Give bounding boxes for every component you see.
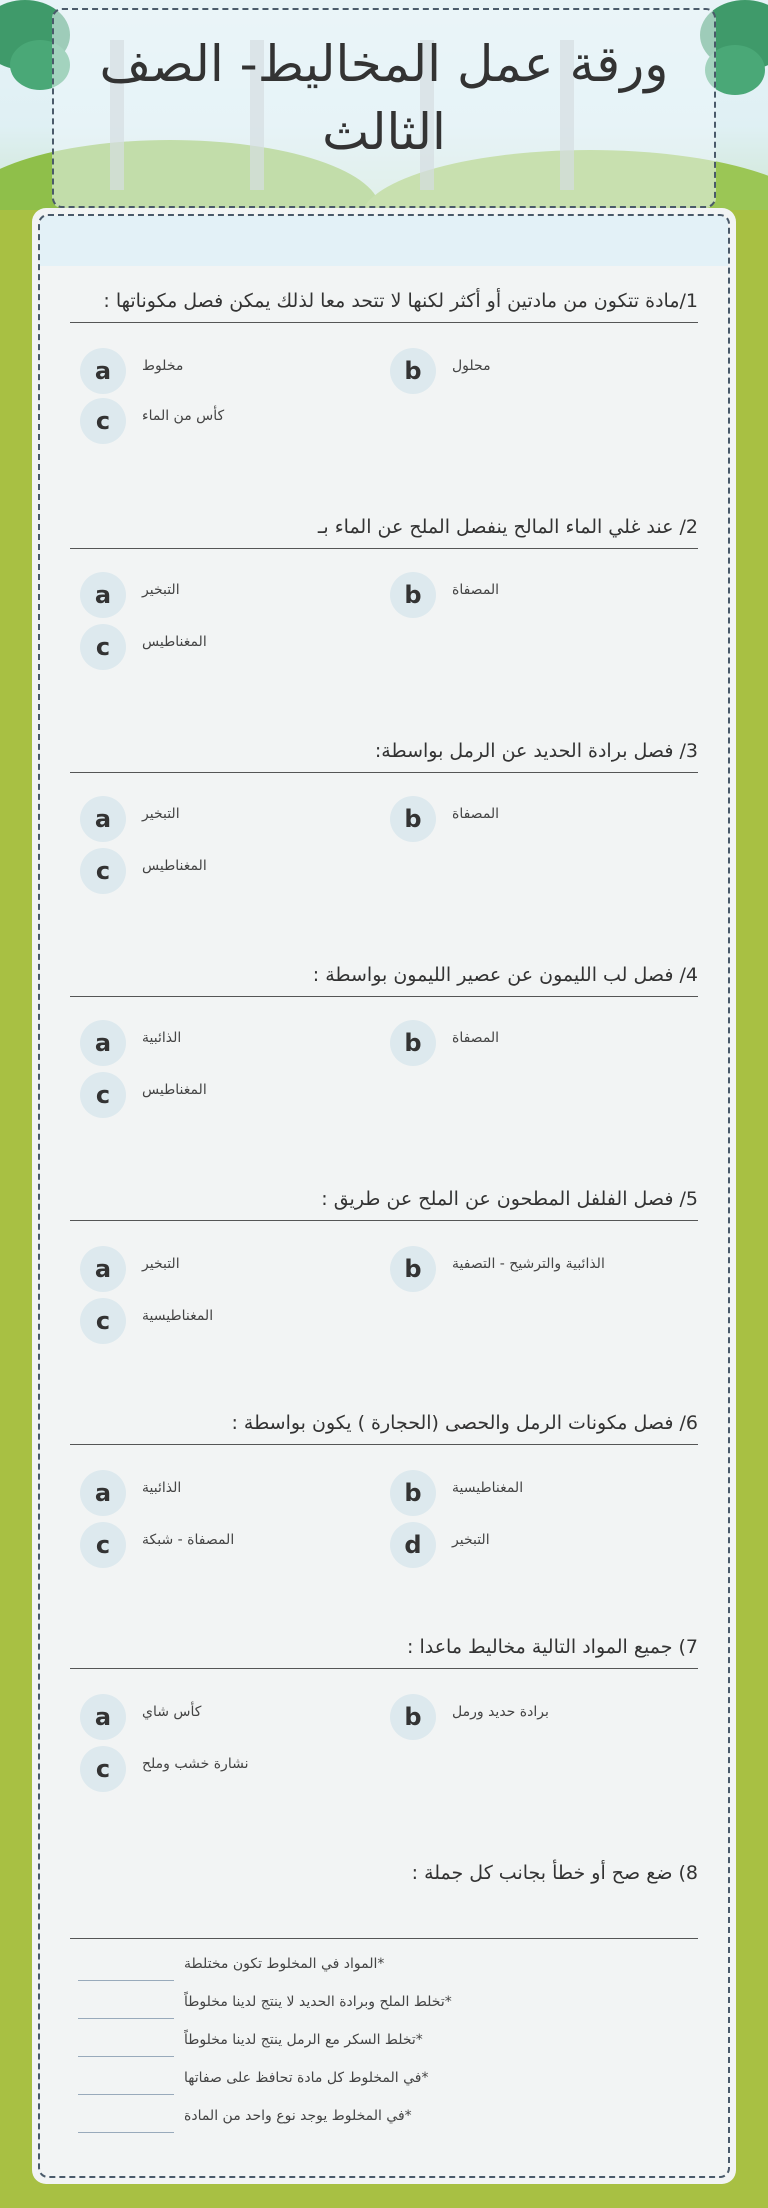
option-label: التبخير (142, 582, 180, 598)
answer-blank[interactable] (78, 2056, 174, 2057)
true-false-item (78, 2064, 698, 2100)
question-text: 7) جميع المواد التالية مخاليط ماعدا : (70, 1636, 698, 1669)
option-label: كأس من الماء (142, 408, 225, 424)
option-letter-badge: d (390, 1522, 436, 1568)
option-letter-badge: a (80, 1470, 126, 1516)
question-2 (70, 516, 698, 549)
statement: *في المخلوط كل مادة تحافظ على صفاتها (184, 2070, 429, 2086)
option-d[interactable] (390, 1522, 690, 1562)
question-1 (70, 290, 698, 323)
question-text: 3/ فصل برادة الحديد عن الرمل بواسطة: (70, 740, 698, 773)
option-a[interactable] (80, 796, 380, 836)
true-false-item (78, 1950, 698, 1986)
question-text: 4/ فصل لب الليمون عن عصير الليمون بواسطة : (70, 964, 698, 997)
option-letter-badge: a (80, 1020, 126, 1066)
option-letter-badge: b (390, 1020, 436, 1066)
option-letter-badge: b (390, 348, 436, 394)
option-label: المغناطيس (142, 1082, 207, 1098)
question-5 (70, 1188, 698, 1221)
option-b[interactable] (390, 1020, 690, 1060)
option-letter-badge: b (390, 1246, 436, 1292)
statement: *تخلط الملح وبرادة الحديد لا ينتج لدينا مخلوطاً (184, 1994, 452, 2010)
option-c[interactable] (80, 1522, 380, 1562)
option-label: المصفاة - شبكة (142, 1532, 235, 1548)
option-label: الذائبية (142, 1030, 182, 1046)
option-label: الذائبية (142, 1480, 182, 1496)
question-7 (70, 1636, 698, 1669)
option-label: التبخير (142, 1256, 180, 1272)
option-label: المغناطيسية (142, 1308, 214, 1324)
option-letter-badge: b (390, 1470, 436, 1516)
option-label: المغناطيسية (452, 1480, 524, 1496)
page-title: ورقة عمل المخاليط- الصف الثالث (99, 35, 669, 161)
question-text: 1/مادة تتكون من مادتين أو أكثر لكنها لا تتحد معا لذلك يمكن فصل مكوناتها : (70, 290, 698, 323)
answer-blank[interactable] (78, 2018, 174, 2019)
option-letter-badge: a (80, 1246, 126, 1292)
question-text: 6/ فصل مكونات الرمل والحصى (الحجارة ) يكون بواسطة : (70, 1412, 698, 1445)
option-a[interactable] (80, 572, 380, 612)
option-letter-badge: b (390, 572, 436, 618)
statement: *تخلط السكر مع الرمل ينتج لدينا مخلوطاً (184, 2032, 423, 2048)
answer-blank[interactable] (78, 2132, 174, 2133)
question-6 (70, 1412, 698, 1445)
option-b[interactable] (390, 1246, 690, 1286)
option-letter-badge: c (80, 1746, 126, 1792)
option-c[interactable] (80, 1072, 380, 1112)
option-letter-badge: c (80, 1522, 126, 1568)
statement: *المواد في المخلوط تكون مختلطة (184, 1956, 385, 1972)
option-label: المصفاة (452, 582, 500, 598)
option-label: نشارة خشب وملح (142, 1756, 249, 1772)
answer-blank[interactable] (78, 2094, 174, 2095)
option-letter-badge: c (80, 624, 126, 670)
option-letter-badge: c (80, 398, 126, 444)
option-a[interactable] (80, 1020, 380, 1060)
true-false-item (78, 1988, 698, 2024)
question-text: 2/ عند غلي الماء المالح ينفصل الملح عن الماء بـ (70, 516, 698, 549)
option-b[interactable] (390, 1470, 690, 1510)
option-label: الذائبية والترشيح - التصفية (452, 1256, 605, 1272)
option-label: كأس شاي (142, 1704, 202, 1720)
option-label: المصفاة (452, 806, 500, 822)
option-a[interactable] (80, 1470, 380, 1510)
option-c[interactable] (80, 1298, 380, 1338)
true-false-item (78, 2102, 698, 2138)
option-c[interactable] (80, 1746, 380, 1786)
option-letter-badge: c (80, 1072, 126, 1118)
option-letter-badge: a (80, 572, 126, 618)
option-a[interactable] (80, 1694, 380, 1734)
option-letter-badge: c (80, 1298, 126, 1344)
option-letter-badge: a (80, 1694, 126, 1740)
true-false-item (78, 2026, 698, 2062)
option-b[interactable] (390, 348, 690, 388)
option-label: التبخير (142, 806, 180, 822)
option-letter-badge: c (80, 848, 126, 894)
option-letter-badge: b (390, 796, 436, 842)
option-a[interactable] (80, 348, 380, 388)
question-3 (70, 740, 698, 773)
question-text: 8) ضع صح أو خطأ بجانب كل جملة : (411, 1862, 698, 1884)
option-letter-badge: b (390, 1694, 436, 1740)
option-b[interactable] (390, 796, 690, 836)
option-letter-badge: a (80, 348, 126, 394)
option-label: برادة حديد ورمل (452, 1704, 549, 1720)
question-text: 5/ فصل الفلفل المطحون عن الملح عن طريق : (70, 1188, 698, 1221)
statement: *في المخلوط يوجد نوع واحد من المادة (184, 2108, 412, 2124)
option-label: محلول (452, 358, 491, 374)
option-c[interactable] (80, 624, 380, 664)
option-label: المغناطيس (142, 858, 207, 874)
option-label: المصفاة (452, 1030, 500, 1046)
option-c[interactable] (80, 848, 380, 888)
option-b[interactable] (390, 1694, 690, 1734)
option-label: التبخير (452, 1532, 490, 1548)
option-c[interactable] (80, 398, 380, 438)
answer-blank[interactable] (78, 1980, 174, 1981)
question-8 (70, 1862, 698, 1884)
question-4 (70, 964, 698, 997)
option-label: المغناطيس (142, 634, 207, 650)
option-letter-badge: a (80, 796, 126, 842)
option-label: مخلوط (142, 358, 184, 374)
divider (70, 1938, 698, 1939)
option-a[interactable] (80, 1246, 380, 1286)
option-b[interactable] (390, 572, 690, 612)
